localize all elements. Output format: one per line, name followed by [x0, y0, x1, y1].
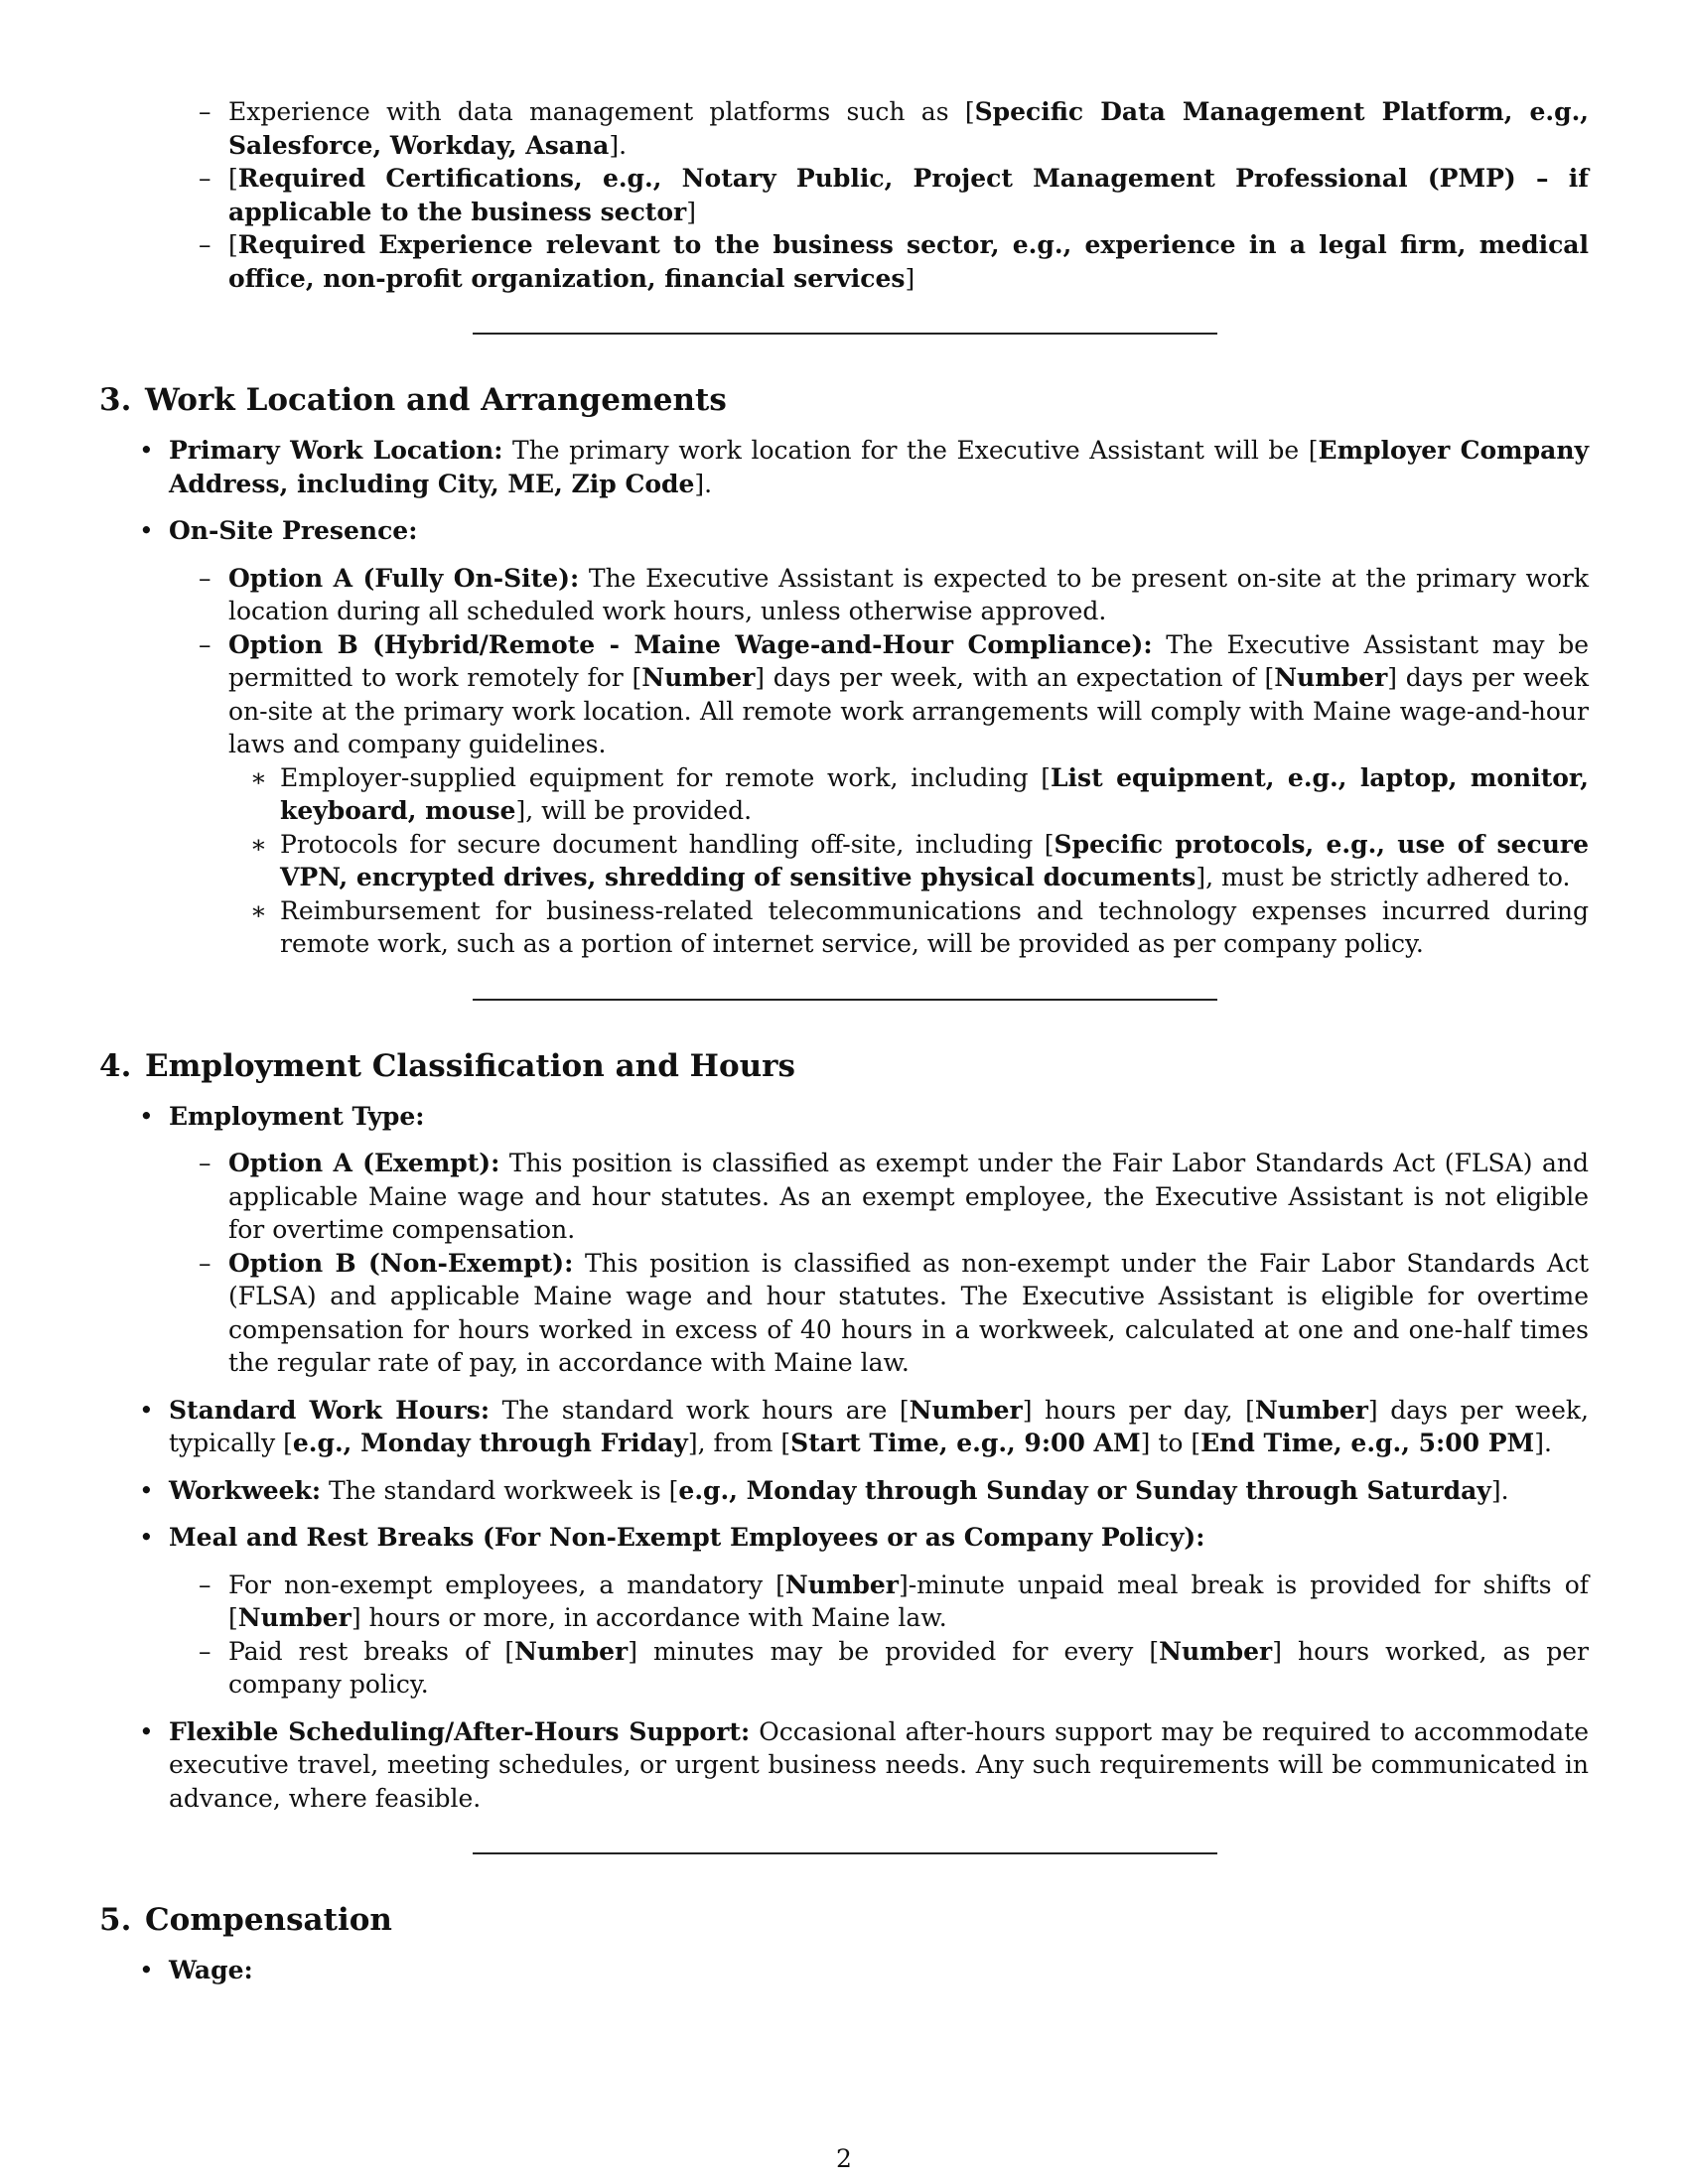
section-divider: [473, 1852, 1217, 1854]
employment-type: • Employment Type:: [139, 1101, 425, 1131]
option-b-hybrid: – Option B (Hybrid/Remote - Maine Wage-and-Hour Compliance): The Executive Assistant may be permitted to work remotely for [Number] days per week, with an expectation of [Number] days per week on-site at the primary work location. All remote work arrangements will comply with Maine wage-and-hour laws and company guidelines.: [199, 629, 1590, 758]
flexible-scheduling: • Flexible Scheduling/After-Hours Support: Occasional after-hours support may be required to accommodate executive travel, meeting schedules, or urgent business needs. Any such requirements will be communicated in advance, where feasible.: [139, 1716, 1590, 1813]
meal-rest-breaks: • Meal and Rest Breaks (For Non-Exempt Employees or as Company Policy):: [139, 1523, 1205, 1552]
section-divider: [473, 999, 1217, 1001]
section-heading: 4. Employment Classification and Hours: [99, 1047, 795, 1084]
page-content: [99, 95, 1589, 1987]
qualification-item: – [Required Experience relevant to the business sector, e.g., experience in a legal firm, medical office, non-profit organization, financial services]: [199, 230, 1589, 293]
remote-equipment-item: ∗ Employer-supplied equipment for remote work, including [List equipment, e.g., laptop, monitor, keyboard, mouse], will be provided.: [250, 762, 1589, 825]
rest-break-item: – Paid rest breaks of [Number] minutes may be provided for every [Number] hours worked, as per company policy.: [199, 1636, 1589, 1699]
section-heading: 5. Compensation: [99, 1902, 392, 1938]
primary-work-location: • Primary Work Location: The primary work location for the Executive Assistant will be [Employer Company Address, including City, ME, Zip Code].: [139, 436, 1590, 498]
option-a-exempt: – Option A (Exempt): This position is classified as exempt under the Fair Labor Standards Act (FLSA) and applicable Maine wage and hour statutes. As an exempt employee, the Executive Assistant is not eligible for overtime compensation.: [199, 1149, 1589, 1244]
page-number: 2: [836, 2144, 852, 2173]
on-site-presence: • On-Site Presence:: [139, 516, 418, 545]
reimbursement-item: ∗ Reimbursement for business-related telecommunications and technology expenses incurred during remote work, such as a portion of internet service, will be provided as per company policy.: [250, 895, 1589, 958]
meal-break-item: – For non-exempt employees, a mandatory [Number]-minute unpaid meal break is provided for shifts of [Number] hours or more, in accordance with Maine law.: [199, 1570, 1589, 1632]
option-a-on-site: – Option A (Fully On-Site): The Executive Assistant is expected to be present on-site at the primary work location during all scheduled work hours, unless otherwise approved.: [199, 563, 1589, 625]
standard-work-hours: • Standard Work Hours: The standard work hours are [Number] hours per day, [Number] days per week, typically [e.g., Monday through Friday], from [Start Time, e.g., 9:00 AM] to [End Time, e.g., 5:00 PM].: [139, 1395, 1589, 1457]
workweek: • Workweek: The standard workweek is [e.g., Monday through Sunday or Sunday through Saturday].: [139, 1475, 1509, 1505]
wage: • Wage:: [139, 1956, 253, 1984]
section-heading: 3. Work Location and Arrangements: [99, 382, 727, 418]
option-b-non-exempt: – Option B (Non-Exempt): This position is classified as non-exempt under the Fair Labor Standards Act (FLSA) and applicable Maine wage and hour statutes. The Executive Assistant is eligible for overtime compensation for hours worked in excess of 40 hours in a workweek, calculated at one and one-half times the regular rate of pay, in accordance with Maine law.: [199, 1248, 1589, 1377]
section-divider: [473, 333, 1217, 335]
secure-protocols-item: ∗ Protocols for secure document handling off-site, including [Specific protocols, e.g., use of secure VPN, encrypted drives, shredding of sensitive physical documents], must be strictly adhered to.: [250, 829, 1589, 891]
qualification-item: – Experience with data management platforms such as [Specific Data Management Platform, e.g., Salesforce, Workday, Asana].: [199, 97, 1590, 160]
qualification-item: – [Required Certifications, e.g., Notary Public, Project Management Professional (PMP) – if applicable to the business sector]: [199, 164, 1589, 226]
